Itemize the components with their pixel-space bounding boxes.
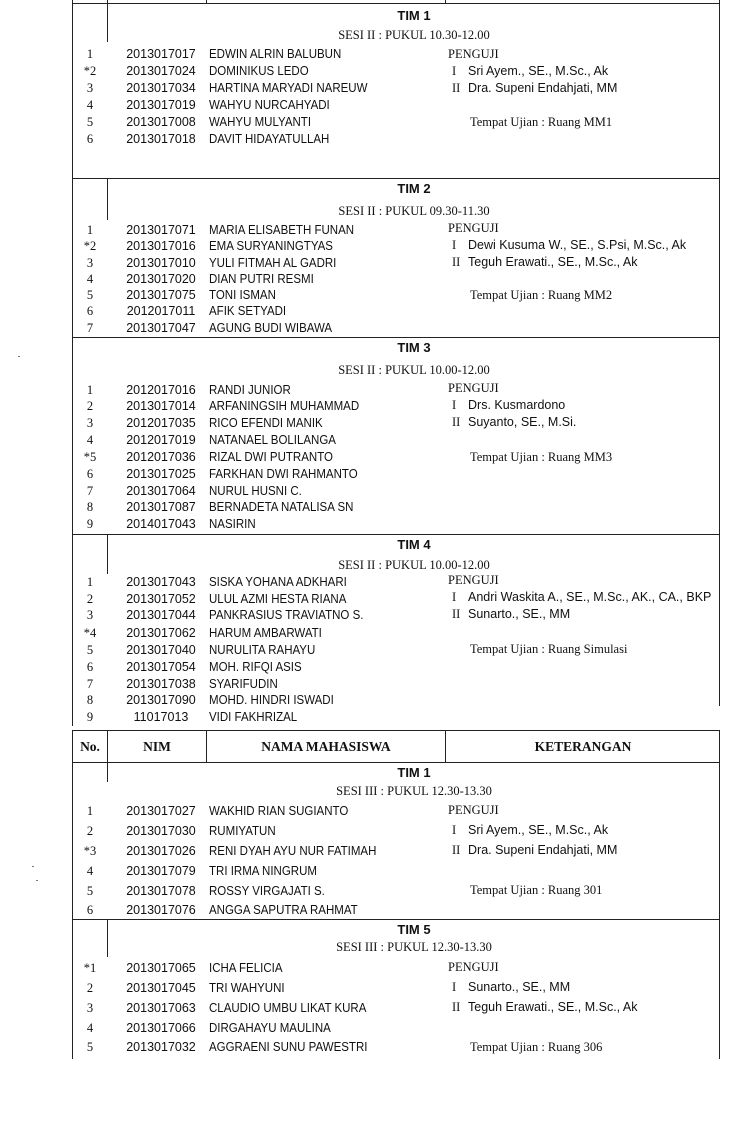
column-header-keterangan: KETERANGAN [534,739,632,754]
student-name: ICHA FELICIA [209,961,283,975]
examiner-numeral: I [452,64,457,78]
table-row [72,1021,720,1038]
exam-room: Tempat Ujian : Ruang Simulasi [470,642,628,656]
student-nim: 2013017018 [126,132,196,146]
examiner-numeral: II [452,1000,461,1014]
row-number: 3 [86,256,94,270]
examiner-numeral: II [452,81,461,95]
table-row [72,710,720,727]
student-nim: 2013017010 [126,256,196,270]
examiner-numeral: I [452,590,457,604]
student-nim: 2013017008 [126,115,196,129]
student-name: RICO EFENDI MANIK [209,416,323,430]
penguji-label: PENGUJI [448,221,499,235]
table-row [72,626,720,643]
student-nim: 11017013 [133,710,189,724]
row-number: 7 [86,677,94,691]
exam-room: Tempat Ujian : Ruang MM3 [470,450,613,464]
student-name: DOMINIKUS LEDO [209,64,309,78]
student-name: HARUM AMBARWATI [209,626,322,640]
examiner-name: Teguh Erawati., SE., M.Sc., Ak [468,1000,638,1014]
row-number: 4 [86,864,94,878]
examiner-line [452,1000,638,1015]
student-name: NASIRIN [209,517,256,531]
examiner-line [452,398,565,413]
team-title: TIM 4 [397,537,431,552]
row-number: 4 [86,98,94,112]
examiner-numeral: II [452,607,461,621]
row-number: 3 [86,608,94,622]
student-nim: 2013017027 [126,804,196,818]
table-row [72,608,720,625]
student-name: SISKA YOHANA ADKHARI [209,575,347,589]
student-name: ARFANINGSIH MUHAMMAD [209,399,360,413]
row-number: 4 [86,1021,94,1035]
table-row [72,467,720,484]
student-name: ANGGA SAPUTRA RAHMAT [209,903,358,917]
student-name: DAVIT HIDAYATULLAH [209,132,330,146]
examiner-numeral: I [452,823,457,837]
table-row [72,824,720,841]
student-nim: 2013017016 [126,239,196,253]
penguji-label: PENGUJI [448,381,499,395]
student-name: SYARIFUDIN [209,677,278,691]
examiner-name: Sunarto., SE., MM [468,607,571,621]
student-nim: 2013017025 [126,467,196,481]
table-row [72,660,720,677]
student-nim: 2012017019 [126,433,196,447]
table-row [72,693,720,710]
student-nim: 2012017036 [126,450,196,464]
student-name: RANDI JUNIOR [209,383,291,397]
student-name: RIZAL DWI PUTRANTO [209,450,333,464]
student-name: WAHYU MULYANTI [209,115,312,129]
table-row [72,677,720,694]
student-nim: 2013017076 [126,903,196,917]
table-row [72,288,720,305]
row-number: 6 [86,467,94,481]
row-number: *2 [83,239,97,253]
row-number: 9 [86,710,94,724]
row-number: 5 [86,643,94,657]
student-nim: 2013017075 [126,288,196,302]
student-nim: 2013017071 [126,223,196,237]
penguji-label: PENGUJI [448,803,499,817]
student-name: EDWIN ALRIN BALUBUN [209,47,342,61]
student-name: DIRGAHAYU MAULINA [209,1021,331,1035]
examiner-name: Teguh Erawati., SE., M.Sc., Ak [468,255,638,269]
student-nim: 2013017078 [126,884,196,898]
student-nim: 2012017016 [126,383,196,397]
examiner-numeral: I [452,398,457,412]
examiner-numeral: II [452,255,461,269]
penguji-label: PENGUJI [448,960,499,974]
student-nim: 2013017065 [126,961,196,975]
student-name: AFIK SETYADI [209,304,287,318]
row-number: 1 [86,383,94,397]
student-nim: 2013017054 [126,660,196,674]
row-number: *2 [83,64,97,78]
table-row [72,132,720,149]
student-name: TRI WAHYUNI [209,981,285,995]
row-number: *3 [83,844,97,858]
team-title: TIM 3 [397,340,431,355]
penguji-label: PENGUJI [448,573,499,587]
student-name: ULUL AZMI HESTA RIANA [209,592,347,606]
examiner-line [452,980,570,995]
row-number: 5 [86,1040,94,1054]
student-nim: 2013017014 [126,399,196,413]
examiner-line [452,607,570,622]
student-name: HARTINA MARYADI NAREUW [209,81,368,95]
scan-speck [32,866,34,867]
divider [206,0,207,3]
scan-speck [18,356,20,357]
table-row [72,304,720,321]
row-number: 2 [86,592,94,606]
examiner-numeral: I [452,238,457,252]
student-name: RUMIYATUN [209,824,276,838]
student-name: NATANAEL BOLILANGA [209,433,336,447]
examiner-line [452,823,608,838]
student-name: WAKHID RIAN SUGIANTO [209,804,349,818]
examiner-numeral: II [452,415,461,429]
student-nim: 2013017090 [126,693,196,707]
team-title: TIM 1 [397,8,431,23]
table-row [72,433,720,450]
divider [72,3,720,4]
row-number: 9 [86,517,94,531]
team-title: TIM 1 [397,765,431,780]
student-name: MOH. RIFQI ASIS [209,660,302,674]
session-time: SESI II : PUKUL 10.30-12.00 [338,28,490,42]
session-time: SESI III : PUKUL 12.30-13.30 [336,940,492,954]
row-number: 1 [86,47,94,61]
row-number: 5 [86,884,94,898]
row-number: 4 [86,272,94,286]
student-name: EMA SURYANINGTYAS [209,239,333,253]
student-name: TRI IRMA NINGRUM [209,864,317,878]
table-row [72,399,720,416]
column-header-nim: NIM [143,739,171,754]
student-nim: 2013017066 [126,1021,196,1035]
table-row [72,804,720,821]
table-row [72,81,720,98]
table-row [72,884,720,901]
row-number: 2 [86,824,94,838]
examiner-name: Dra. Supeni Endahjati, MM [468,843,618,857]
row-number: 1 [86,575,94,589]
column-header-no: No. [80,739,100,754]
table-row [72,961,720,978]
student-name: PANKRASIUS TRAVIATNO S. [209,608,364,622]
examiner-line [452,238,686,253]
student-name: MOHD. HINDRI ISWADI [209,693,334,707]
exam-room: Tempat Ujian : Ruang MM1 [470,115,613,129]
row-number: 7 [86,484,94,498]
exam-room: Tempat Ujian : Ruang 301 [470,883,603,897]
student-nim: 2013017064 [126,484,196,498]
examiner-numeral: II [452,843,461,857]
column-header-nama: NAMA MAHASISWA [261,739,391,754]
examiner-name: Suyanto, SE., M.Si. [468,415,577,429]
row-number: 5 [86,288,94,302]
examiner-name: Andri Waskita A., SE., M.Sc., AK., CA., BKP [468,590,712,604]
student-nim: 2012017035 [126,416,196,430]
student-name: WAHYU NURCAHYADI [209,98,330,112]
row-number: 6 [86,660,94,674]
table-row [72,98,720,115]
penguji-label: PENGUJI [448,47,499,61]
row-number: 1 [86,223,94,237]
session-time: SESI II : PUKUL 10.00-12.00 [338,558,490,572]
student-name: YULI FITMAH AL GADRI [209,256,337,270]
team-title: TIM 2 [397,181,431,196]
student-nim: 2013017026 [126,844,196,858]
student-name: NURUL HUSNI C. [209,484,302,498]
student-name: RENI DYAH AYU NUR FATIMAH [209,844,377,858]
table-row [72,903,720,920]
student-nim: 2013017043 [126,575,196,589]
session-time: SESI II : PUKUL 10.00-12.00 [338,363,490,377]
table-row [72,47,720,64]
team-title: TIM 5 [397,922,431,937]
student-nim: 2013017032 [126,1040,196,1054]
row-number: 5 [86,115,94,129]
student-nim: 2013017017 [126,47,196,61]
student-nim: 2013017063 [126,1001,196,1015]
row-number: 7 [86,321,94,335]
row-number: 2 [86,399,94,413]
row-number: *4 [83,626,97,640]
student-nim: 2013017030 [126,824,196,838]
student-nim: 2013017087 [126,500,196,514]
row-number: 2 [86,981,94,995]
examiner-name: Drs. Kusmardono [468,398,566,412]
table-row [72,1040,720,1057]
divider [445,0,446,3]
student-nim: 2013017040 [126,643,196,657]
table-row [72,500,720,517]
examiner-name: Dewi Kusuma W., SE., S.Psi, M.Sc., Ak [468,238,687,252]
examiner-name: Sri Ayem., SE., M.Sc., Ak [468,823,609,837]
row-number: 6 [86,132,94,146]
student-nim: 2014017043 [126,517,196,531]
table-row [72,517,720,534]
table-row [72,450,720,467]
student-nim: 2013017034 [126,81,196,95]
row-number: 8 [86,500,94,514]
table-row [72,844,720,861]
student-nim: 2013017052 [126,592,196,606]
table-row [72,864,720,881]
row-number: 4 [86,433,94,447]
student-nim: 2012017011 [126,304,196,318]
session-time: SESI II : PUKUL 09.30-11.30 [338,204,490,218]
student-nim: 2013017024 [126,64,196,78]
row-number: 8 [86,693,94,707]
table-row [72,484,720,501]
examiner-line [452,843,617,858]
student-name: ROSSY VIRGAJATI S. [209,884,325,898]
row-number: 1 [86,804,94,818]
student-name: DIAN PUTRI RESMI [209,272,314,286]
row-number: 6 [86,304,94,318]
row-number: 3 [86,416,94,430]
student-name: FARKHAN DWI RAHMANTO [209,467,358,481]
examiner-line [452,255,638,270]
student-name: TONI ISMAN [209,288,276,302]
row-number: 6 [86,903,94,917]
student-nim: 2013017044 [126,608,196,622]
exam-room: Tempat Ujian : Ruang MM2 [470,288,613,302]
table-row [72,981,720,998]
student-nim: 2013017038 [126,677,196,691]
table-row [72,272,720,289]
table-row [72,383,720,400]
examiner-numeral: I [452,980,457,994]
table-row [72,64,720,81]
student-nim: 2013017020 [126,272,196,286]
student-nim: 2013017019 [126,98,196,112]
table-row [72,115,720,132]
row-number: *5 [83,450,97,464]
student-nim: 2013017045 [126,981,196,995]
student-name: AGUNG BUDI WIBAWA [209,321,333,335]
table-row [72,416,720,433]
examiner-line [452,415,576,430]
scan-speck [36,880,38,881]
exam-room: Tempat Ujian : Ruang 306 [470,1040,603,1054]
row-number: 3 [86,81,94,95]
examiner-name: Dra. Supeni Endahjati, MM [468,81,618,95]
student-name: CLAUDIO UMBU LIKAT KURA [209,1001,367,1015]
examiner-name: Sunarto., SE., MM [468,980,571,994]
student-name: VIDI FAKHRIZAL [209,710,298,724]
row-number: 3 [86,1001,94,1015]
examiner-line [452,590,711,605]
student-nim: 2013017062 [126,626,196,640]
student-name: NURULITA RAHAYU [209,643,316,657]
student-nim: 2013017047 [126,321,196,335]
row-number: *1 [83,961,97,975]
student-name: MARIA ELISABETH FUNAN [209,223,355,237]
examiner-line [452,64,608,79]
examiner-name: Sri Ayem., SE., M.Sc., Ak [468,64,609,78]
table-row [72,321,720,338]
student-nim: 2013017079 [126,864,196,878]
student-name: BERNADETA NATALISA SN [209,500,354,514]
examiner-line [452,81,617,96]
session-time: SESI III : PUKUL 12.30-13.30 [336,784,492,798]
student-name: AGGRAENI SUNU PAWESTRI [209,1040,368,1054]
